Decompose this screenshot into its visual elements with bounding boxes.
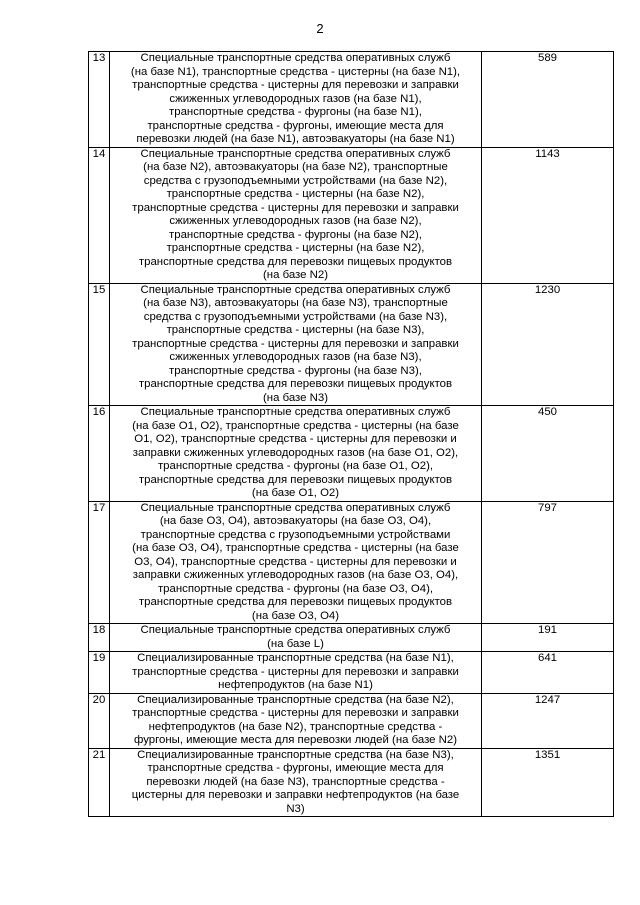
description-line: транспортные средства - цистерны (на базе N3), [166, 324, 425, 336]
description-line: сжиженных углеводородных газов (на базе N1), [169, 92, 422, 105]
description-line: (на базе O3, O4) [251, 609, 340, 622]
description-line: Специальные транспортные средства оперативных служб [140, 283, 451, 296]
description-line: фургоны, имеющие места для перевозки людей (на базе N2) [133, 734, 458, 746]
table-row [89, 501, 614, 624]
row-number-cell: 20 [89, 693, 110, 748]
description-line: (на базе O3, O4), транспортные средства - цистерны (на базе [132, 542, 459, 554]
description-line: (на базе N2), автоэвакуаторы (на базе N2), транспортные [143, 161, 448, 173]
description-line: транспортные средства - фургоны (на базе N1), [169, 106, 422, 118]
description-line: цистерны для перевозки и заправки нефтепродуктов (на базе [131, 789, 460, 801]
description-line: транспортные средства - фургоны, имеющие места для [147, 119, 444, 132]
description-line: Специальные транспортные средства оперативных служб [140, 147, 451, 160]
description-cell [110, 283, 482, 406]
description-line: транспортные средства для перевозки пищевых продуктов [138, 378, 453, 390]
description-cell [110, 52, 482, 148]
row-number-cell: 17 [89, 501, 110, 624]
description-line: (на базе N3) [262, 391, 328, 404]
description-line: нефтепродуктов (на базе N1) [218, 679, 373, 691]
description-line: транспортные средства - цистерны для перевозки и заправки [132, 79, 459, 91]
value-cell: 1247 [482, 693, 614, 748]
description-line: средства с грузоподъемными устройствами (на базе N3), [143, 310, 448, 323]
value-cell: 450 [482, 406, 614, 502]
description-line: (на базе O3, O4), автоэвакуаторы (на базе O3, O4), [159, 515, 432, 527]
description-line: транспортные средства - фургоны (на базе N2), [169, 228, 422, 241]
description-line: транспортные средства - фургоны, имеющие места для [147, 762, 444, 774]
description-line: транспортные средства - цистерны (на базе N2), [166, 188, 425, 200]
description-line: Специальные транспортные средства оперативных служб [140, 52, 451, 64]
value-cell: 1143 [482, 147, 614, 283]
page-number: 2 [316, 21, 324, 36]
value-cell: 641 [482, 652, 614, 694]
description-line: транспортные средства - цистерны для перевозки и заправки [132, 707, 459, 719]
description-line: сжиженных углеводородных газов (на базе N2), [169, 215, 422, 227]
table-row [89, 748, 614, 817]
description-line: транспортные средства для перевозки пищевых продуктов [138, 473, 453, 486]
description-line: Специализированные транспортные средства (на базе N1), [137, 652, 454, 664]
description-line: заправки сжиженных углеводородных газов (на базе O1, O2), [132, 446, 459, 459]
value-cell: 589 [482, 52, 614, 148]
description-line: (на базе O1, O2) [251, 487, 340, 499]
value-cell: 1351 [482, 748, 614, 817]
description-line: транспортные средства - фургоны (на базе O3, O4), [157, 582, 434, 595]
table-body [89, 52, 614, 817]
row-number-cell: 18 [89, 624, 110, 652]
description-line: транспортные средства - цистерны для перевозки и заправки [132, 665, 459, 678]
description-line: транспортные средства - фургоны (на базе N3), [169, 364, 422, 377]
value-cell: 797 [482, 501, 614, 624]
description-line: транспортные средства с грузоподъемными устройствами [140, 528, 451, 541]
description-line: сжиженных углеводородных газов (на базе N3), [169, 351, 422, 363]
table-row [89, 283, 614, 406]
description-line: транспортные средства - цистерны (на базе N2), [166, 242, 425, 254]
description-line: перевозки людей (на базе N3), транспортные средства - [146, 775, 445, 788]
vehicle-category-table [88, 51, 614, 817]
row-number-cell: 21 [89, 748, 110, 817]
description-line: Специализированные транспортные средства (на базе N2), [137, 693, 454, 706]
description-line: нефтепродуктов (на базе N2), транспортные средства - [148, 720, 443, 733]
description-line: транспортные средства для перевозки пищевых продуктов [138, 255, 453, 268]
description-line: Специализированные транспортные средства (на базе N3), [137, 748, 454, 761]
description-line: Специальные транспортные средства оперативных служб [140, 406, 451, 418]
description-cell [110, 406, 482, 502]
table-row [89, 624, 614, 652]
table-row [89, 52, 614, 148]
value-cell: 191 [482, 624, 614, 652]
description-cell [110, 748, 482, 817]
description-line: O1, O2), транспортные средства - цистерны для перевозки и [134, 433, 457, 445]
description-line: N3) [286, 802, 305, 815]
description-cell [110, 652, 482, 694]
row-number-cell: 16 [89, 406, 110, 502]
row-number-cell: 19 [89, 652, 110, 694]
description-line: O3, O4), транспортные средства - цистерны для перевозки и [134, 555, 457, 568]
description-line: средства с грузоподъемными устройствами (на базе N2), [143, 174, 448, 187]
row-number-cell: 15 [89, 283, 110, 406]
description-line: транспортные средства - фургоны (на базе O1, O2), [157, 460, 434, 472]
description-line: (на базе L) [267, 637, 324, 650]
description-line: (на базе N3), автоэвакуаторы (на базе N3), транспортные [143, 297, 448, 309]
description-line: (на базе N1), транспортные средства - цистерны (на базе N1), [130, 65, 461, 78]
description-cell [110, 624, 482, 652]
description-line: (на базе O1, O2), транспортные средства - цистерны (на базе [132, 419, 459, 432]
description-cell [110, 693, 482, 748]
description-cell [110, 501, 482, 624]
description-line: транспортные средства - цистерны для перевозки и заправки [132, 201, 459, 214]
description-cell [110, 147, 482, 283]
description-line: (на базе N2) [262, 269, 328, 281]
description-line: заправки сжиженных углеводородных газов (на базе O3, O4), [132, 569, 459, 581]
table-row [89, 406, 614, 502]
description-line: Специальные транспортные средства оперативных служб [140, 501, 451, 514]
description-line: транспортные средства - цистерны для перевозки и заправки [132, 337, 459, 350]
table-row [89, 652, 614, 694]
value-cell: 1230 [482, 283, 614, 406]
row-number-cell: 14 [89, 147, 110, 283]
row-number-cell: 13 [89, 52, 110, 148]
description-line: транспортные средства для перевозки пищевых продуктов [138, 596, 453, 608]
description-line: Специальные транспортные средства оперативных служб [140, 624, 451, 636]
description-line: перевозки людей (на базе N1), автоэвакуаторы (на базе N1) [136, 133, 455, 145]
table-row [89, 147, 614, 283]
table-row [89, 693, 614, 748]
